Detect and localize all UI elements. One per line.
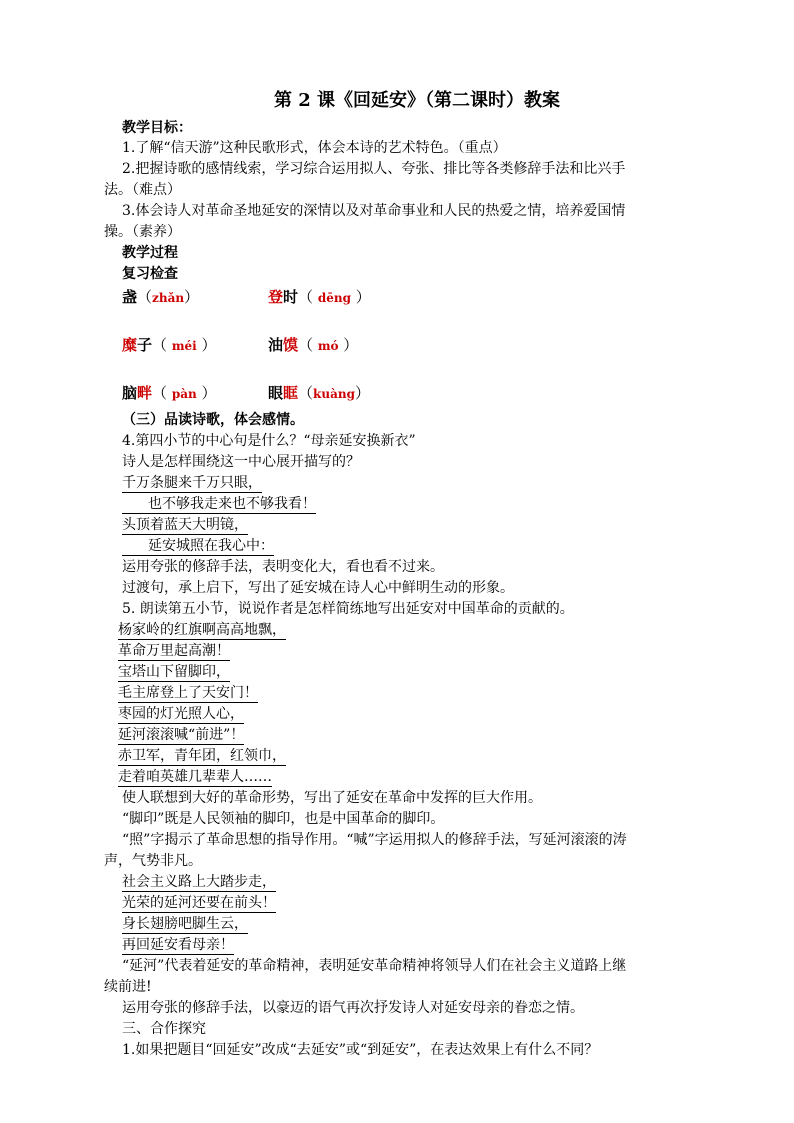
poem-text: 革命万里起高潮！ [118, 643, 230, 659]
vocab-highlight-char: 登 [268, 288, 284, 306]
poem-text: 也不够我走来也不够我看！ [122, 495, 316, 514]
vocab-item: 糜子（ méi ） [122, 336, 217, 354]
vocab-pinyin: kuàng [313, 387, 355, 401]
vocab-pinyin: méi [171, 339, 197, 353]
poem-line [118, 683, 258, 703]
vocab-highlight-char: 糜 [122, 336, 138, 354]
poem-line [118, 662, 230, 682]
answer-line: 续前进! [104, 979, 152, 995]
vocab-char: 时 [283, 288, 299, 306]
goal-3: 3.体会诗人对革命圣地延安的深情以及对革命事业和人民的热爱之情，培养爱国情 [122, 203, 626, 219]
vocab-pinyin: mó [317, 339, 339, 353]
question-4: 4.第四小节的中心句是什么？“母亲延安换新衣” [122, 433, 416, 449]
poem-line [122, 515, 248, 535]
section-coop-heading: 三、合作探究 [122, 1021, 206, 1037]
goals-heading: 教学目标： [122, 120, 192, 136]
vocab-item: 眼眶（kuàng） [268, 384, 370, 402]
vocab-highlight-char: 眶 [283, 384, 299, 402]
poem-text: 光荣的延河还要在前头！ [122, 895, 276, 911]
poem-line [122, 893, 276, 913]
poem-line [118, 746, 286, 766]
process-heading: 教学过程 [122, 245, 178, 261]
poem-line [122, 473, 262, 493]
poem-text: 宝塔山下留脚印， [118, 664, 230, 680]
vocab-char: 盏 [122, 288, 138, 306]
goal-2: 2.把握诗歌的感情线索，学习综合运用拟人、夸张、排比等各类修辞手法和比兴手 [122, 161, 626, 177]
answer-line: 运用夸张的修辞手法，表明变化大，看也看不过来。 [122, 559, 444, 575]
poem-line [122, 872, 276, 892]
poem-text: 毛主席登上了天安门！ [118, 685, 258, 701]
vocab-char: 脑 [122, 384, 138, 402]
poem-line [118, 725, 244, 745]
poem-line [118, 767, 272, 787]
poem-text: 头顶着蓝天大明镜， [122, 517, 248, 533]
poem-line [122, 914, 248, 934]
vocab-item: 油馍（ mó ） [268, 336, 359, 354]
vocab-pinyin: dēng [317, 291, 351, 305]
poem-text: 走着咱英雄几辈辈人…… [118, 769, 272, 785]
vocab-char: 眼 [268, 384, 284, 402]
poem-text: 杨家岭的红旗啊高高地飘， [118, 622, 286, 638]
goal-1: 1.了解“信天游”这种民歌形式，体会本诗的艺术特色。（重点） [122, 140, 507, 156]
poem-text: 再回延安看母亲！ [122, 937, 234, 953]
vocab-item: 脑畔（ pàn ） [122, 384, 217, 402]
question-coop-1: 1.如果把题目“回延安”改成“去延安”或“到延安”，在表达效果上有什么不同？ [122, 1042, 599, 1058]
goal-3-cont: 操。（素养） [104, 224, 181, 240]
poem-text: 千万条腿来千万只眼， [122, 475, 262, 491]
poem-text: 延河滚滚喊“前进”！ [118, 727, 245, 743]
vocab-highlight-char: 馍 [283, 336, 299, 354]
goal-2-cont: 法。（难点） [104, 182, 181, 198]
vocab-pinyin: pàn [171, 387, 197, 401]
vocab-pinyin: zhǎn [152, 291, 185, 305]
review-heading: 复习检查 [122, 266, 178, 282]
vocab-item: 盏（zhǎn） [122, 288, 200, 306]
answer-line: 运用夸张的修辞手法，以豪迈的语气再次抒发诗人对延安母亲的眷恋之情。 [122, 1000, 584, 1016]
poem-line [122, 935, 234, 955]
vocab-item: 登时（ dēng ） [268, 288, 371, 306]
question-5: 5. 朗读第五小节，说说作者是怎样简练地写出延安对中国革命的贡献的。 [122, 601, 574, 617]
section-3-heading: （三）品读诗歌，体会感情。 [122, 412, 304, 428]
answer-line: 过渡句，承上启下，写出了延安城在诗人心中鲜明生动的形象。 [122, 580, 514, 596]
poem-line [118, 620, 286, 640]
vocab-char: 油 [268, 336, 284, 354]
poem-text: 社会主义路上大踏步走， [122, 874, 276, 890]
vocab-char: 子 [137, 336, 153, 354]
answer-line: “延河”代表着延安的革命精神，表明延安革命精神将领导人们在社会主义道路上继 [122, 958, 627, 974]
vocab-highlight-char: 畔 [137, 384, 153, 402]
page-title: 第 2 课《回延安》（第二课时）教案 [273, 90, 561, 111]
poem-line [122, 494, 316, 514]
poem-text: 枣园的灯光照人心， [118, 706, 244, 722]
answer-line: “照”字揭示了革命思想的指导作用。“喊”字运用拟人的修辞手法，写延河滚滚的涛 [122, 832, 627, 848]
poem-line [122, 536, 274, 556]
poem-text: 身长翅膀吧脚生云， [122, 916, 248, 932]
poem-text: 赤卫军，青年团，红领巾， [118, 748, 286, 764]
answer-line: 使人联想到大好的革命形势，写出了延安在革命中发挥的巨大作用。 [122, 790, 542, 806]
poem-line [118, 704, 244, 724]
poem-line [118, 641, 230, 661]
answer-line: “脚印”既是人民领袖的脚印，也是中国革命的脚印。 [122, 811, 445, 827]
answer-line: 声，气势非凡。 [104, 853, 202, 869]
question-4b: 诗人是怎样围绕这一中心展开描写的？ [122, 454, 360, 470]
poem-text: 延安城照在我心中： [122, 537, 274, 556]
